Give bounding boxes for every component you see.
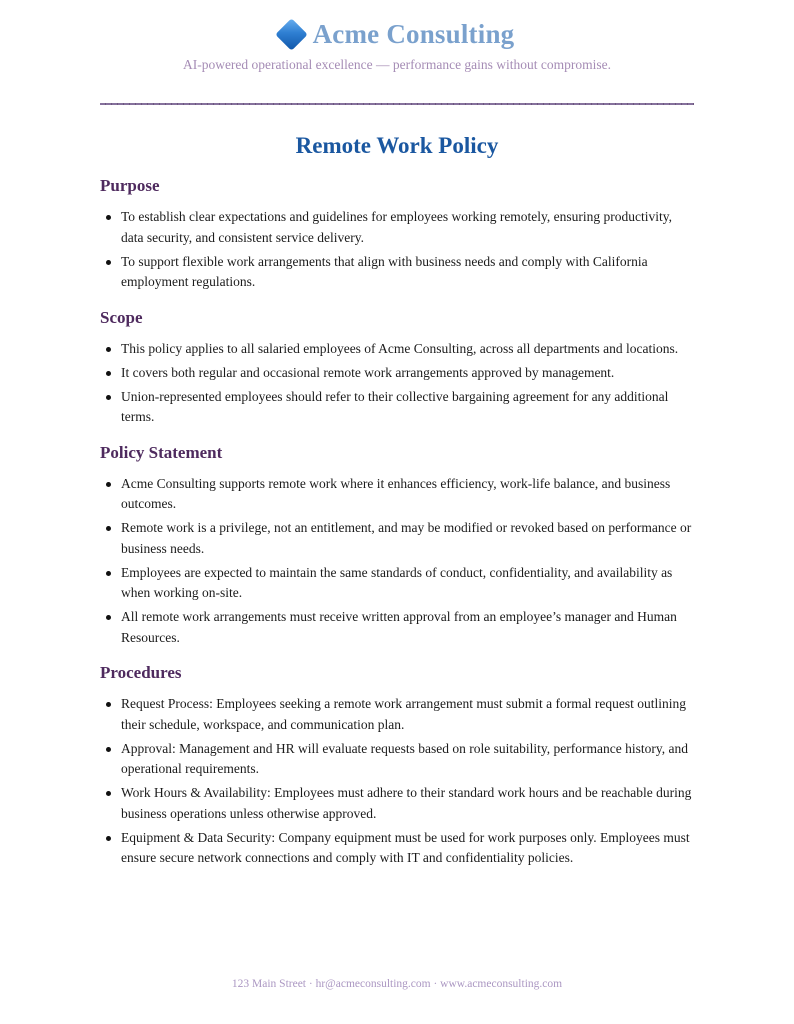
page-footer: [0, 978, 794, 990]
bullet-icon: [106, 526, 111, 531]
footer-contact: 123 Main Street · hr@acmeconsulting.com · www.acmeconsulting.com: [231, 978, 563, 990]
section-scope: [100, 307, 694, 428]
company-tagline: AI-powered operational excellence — performance gains without compromise.: [182, 57, 612, 72]
section-purpose: [100, 175, 694, 293]
company-name: Acme Consulting: [312, 18, 515, 49]
bullet-icon: [106, 836, 111, 841]
section-heading: Scope: [100, 307, 143, 327]
diamond-icon: [275, 18, 308, 51]
section-heading: Policy Statement: [100, 442, 223, 462]
list-item: [100, 339, 694, 360]
bullet-text: It covers both regular and occasional remote work arrangements approved by management.: [121, 364, 615, 380]
list-item: [100, 828, 694, 869]
bullet-list: [100, 694, 694, 869]
bullet-icon: [106, 571, 111, 576]
bullet-text: Equipment & Data Security: Company equipment must be used for work purposes only. Employees must ensure secure network connections and comply with IT and confidentiality policies.: [121, 829, 690, 865]
bullet-text: Acme Consulting supports remote work where it enhances efficiency, work-life balance, and business outcomes.: [121, 475, 671, 511]
list-item: [100, 207, 694, 248]
document-body: [0, 131, 794, 869]
bullet-text: Remote work is a privilege, not an entitlement, and may be modified or revoked based on performance or business needs.: [121, 520, 692, 556]
list-item: [100, 694, 694, 735]
list-item: [100, 607, 694, 648]
section-procedures: [100, 662, 694, 869]
bullet-text: Union-represented employees should refer to their collective bargaining agreement for any additional terms.: [121, 388, 669, 424]
list-item: [100, 363, 694, 384]
list-item: [100, 474, 694, 515]
bullet-icon: [106, 371, 111, 376]
bullet-text: This policy applies to all salaried employees of Acme Consulting, across all departments and locations.: [121, 340, 679, 356]
bullet-text: To establish clear expectations and guidelines for employees working remotely, ensuring productivity, data security, and consistent service delivery.: [121, 209, 673, 245]
bullet-list: [100, 207, 694, 293]
section-policy-statement: [100, 442, 694, 649]
bullet-icon: [106, 615, 111, 620]
bullet-icon: [106, 260, 111, 265]
list-item: [100, 739, 694, 780]
bullet-icon: [106, 791, 111, 796]
page-title: Remote Work Policy: [295, 133, 499, 158]
section-heading: Purpose: [100, 176, 160, 195]
list-item: [100, 563, 694, 604]
bullet-text: Approval: Management and HR will evaluate requests based on role suitability, performance history, and operational requirements.: [121, 740, 688, 776]
logo-row: [0, 16, 794, 52]
list-item: [100, 387, 694, 428]
bullet-text: Employees are expected to maintain the same standards of conduct, confidentiality, and availability as when working on-site.: [121, 564, 673, 600]
bullet-icon: [106, 395, 111, 400]
bullet-text: Work Hours & Availability: Employees must adhere to their standard work hours and be reachable during business operations unless otherwise approved.: [121, 785, 692, 821]
bullet-icon: [106, 702, 111, 707]
bullet-text: All remote work arrangements must receive written approval from an employee’s manager and Human Resources.: [121, 609, 677, 645]
list-item: [100, 783, 694, 824]
section-heading: Procedures: [100, 663, 182, 682]
bullet-icon: [106, 482, 111, 487]
letterhead: [0, 0, 794, 105]
bullet-icon: [106, 347, 111, 352]
bullet-list: [100, 474, 694, 649]
bullet-text: Request Process: Employees seeking a remote work arrangement must submit a formal request outlining their schedule, workspace, and communication plan.: [121, 696, 686, 732]
bullet-icon: [106, 747, 111, 752]
list-item: [100, 252, 694, 293]
bullet-text: To support flexible work arrangements that align with business needs and comply with California employment regulations.: [121, 253, 648, 289]
list-item: [100, 518, 694, 559]
divider-line: [100, 103, 694, 105]
bullet-icon: [106, 215, 111, 220]
bullet-list: [100, 339, 694, 428]
